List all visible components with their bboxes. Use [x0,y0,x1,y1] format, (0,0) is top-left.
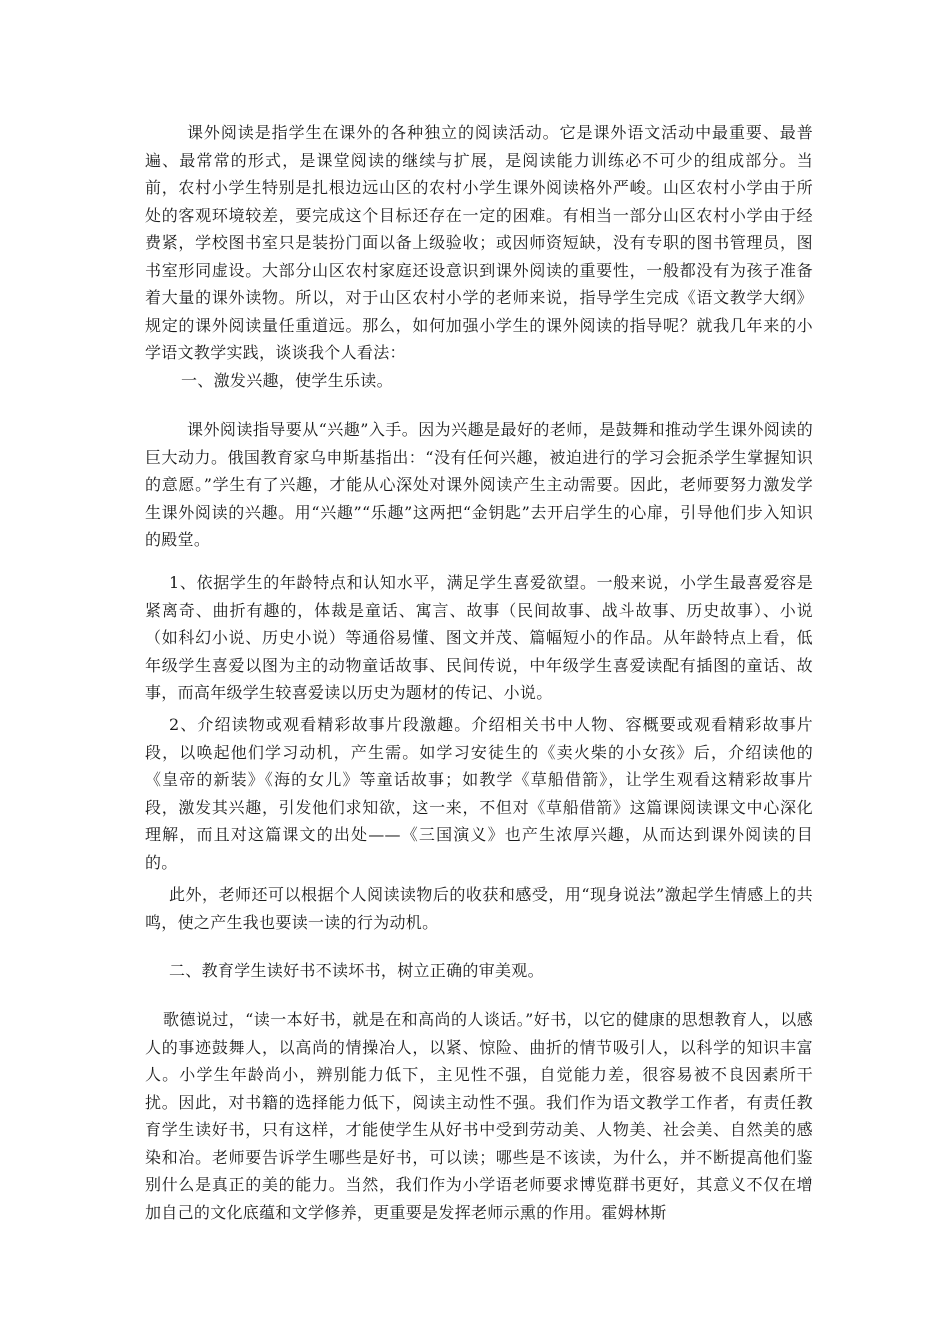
section-heading-2: 二、教育学生读好书不读坏书，树立正确的审美观。 [169,961,544,980]
paragraph-point-2: 2、介绍读物或观看精彩故事片段激趣。介绍相关书中人物、容概要或观看精彩故事片段，以唤起他们学习动机，产生需。如学习安徒生的《卖火柴的小女孩》后，介绍读他的《皇帝的新装》《海的女儿》等童话故事；如教学《草船借箭》，让学生观看这精彩故事片段，激发其兴趣，引发他们求知欲，这一来，不但对《草船借箭》这篇课阅读课文中心深化理解，而且对这篇课文的出处——《三国演义》也产生浓厚兴趣，从而达到课外阅读的目的。 [145,715,813,872]
paragraph-goethe: 歌德说过，“读一本好书，就是在和高尚的人谈话。”好书，以它的健康的思想教育人，以感人的事迹鼓舞人，以高尚的情操冶人，以紧、惊险、曲折的情节吸引人，以科学的知识丰富人。小学生年龄尚小，辨别能力低下，主见性不强，自觉能力差，很容易被不良因素所干扰。因此，对书籍的选择能力低下，阅读主动性不强。我们作为语文教学工作者，有责任教育学生读好书，只有这样，才能使学生从好书中受到劳动美、人物美、社会美、自然美的感染和冶。老师要告诉学生哪些是好书，可以读；哪些是不该读，为什么，并不断提高他们鉴别什么是真正的美的能力。当然，我们作为小学语老师要求博览群书更好，其意义不仅在增加自己的文化底蕴和文学修养，更重要是发挥老师示熏的作用。霍姆林斯 [145,1010,813,1222]
intro-paragraph: 课外阅读是指学生在课外的各种独立的阅读活动。它是课外语文活动中最重要、最普遍、最常常的形式，是课堂阅读的继续与扩展，是阅读能力训练必不可少的组成部分。当前，农村小学生特别是扎根边远山区的农村小学生课外阅读格外严峻。山区农村小学由于所处的客观环境较差，要完成这个目标还存在一定的困难。有相当一部分山区农村小学由于经费紧，学校图书室只是装扮门面以备上级验收；或因师资短缺，没有专职的图书管理员，图书室形同虚设。大部分山区农村家庭还设意识到课外阅读的重要性，一般都没有为孩子准备着大量的课外读物。所以，对于山区农村小学的老师来说，指导学生完成《语文教学大纲》规定的课外阅读量任重道远。那么，如何加强小学生的课外阅读的指导呢？就我几年来的小学语文教学实践，谈谈我个人看法： [145,123,813,362]
paragraph-interest: 课外阅读指导要从“兴趣”入手。因为兴趣是最好的老师，是鼓舞和推动学生课外阅读的巨大动力。俄国教育家乌申斯基指出：“没有任何兴趣，被迫进行的学习会扼杀学生掌握知识的意愿。”学生有了兴趣，才能从心深处对课外阅读产生主动需要。因此，老师要努力激发学生课外阅读的兴趣。用“兴趣”“乐趣”这两把“金钥匙”去开启学生的心扉，引导他们步入知识的殿堂。 [145,420,813,549]
paragraph-besides: 此外，老师还可以根据个人阅读读物后的收获和感受，用“现身说法”激起学生情感上的共鸣，使之产生我也要读一读的行为动机。 [145,885,813,932]
paragraph-point-1: 1、依据学生的年龄特点和认知水平，满足学生喜爱欲望。一般来说，小学生最喜爱容是紧离奇、曲折有趣的，体裁是童话、寓言、故事（民间故事、战斗故事、历史故事）、小说（如科幻小说、历史小说）等通俗易懂、图文并茂、篇幅短小的作品。从年龄特点上看，低年级学生喜爱以图为主的动物童话故事、民间传说，中年级学生喜爱读配有插图的童话、故事，而高年级学生较喜爱读以历史为题材的传记、小说。 [145,573,813,702]
section-heading-1: 一、激发兴趣，使学生乐读。 [181,371,393,390]
